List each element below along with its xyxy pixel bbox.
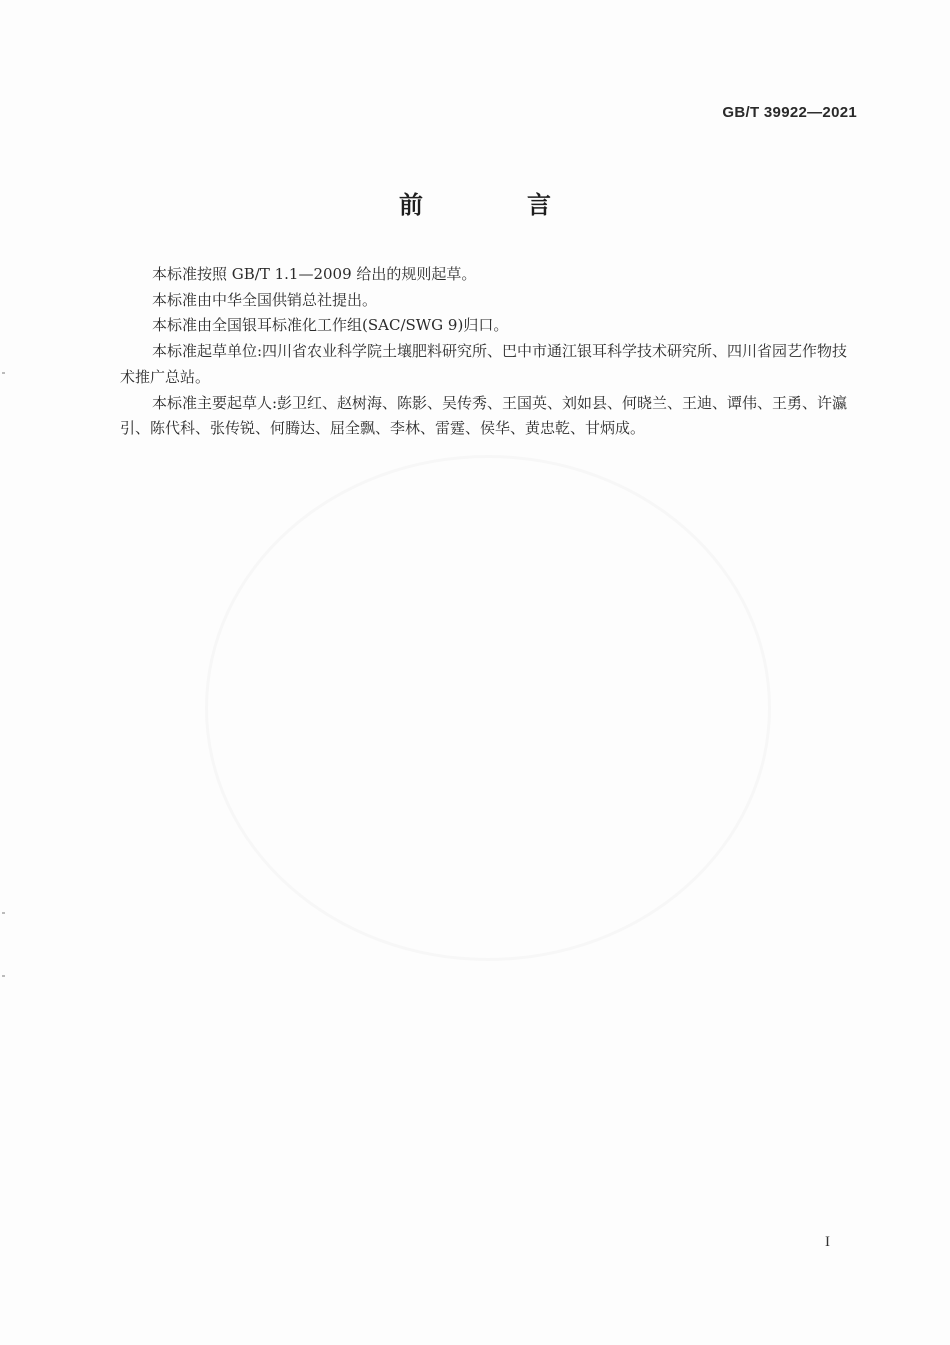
watermark-seal <box>205 455 771 961</box>
page-number: I <box>825 1234 830 1250</box>
standard-code: GB/T 39922—2021 <box>722 104 857 121</box>
paragraph-proposer: 本标准由中华全国供销总社提出。 <box>152 290 378 309</box>
paragraph-drafters: 本标准主要起草人:彭卫红、赵树海、陈影、吴传秀、王国英、刘如县、何晓兰、王迪、谭伟、王勇、许瀛引、陈代科、张传锐、何腾达、屈全飘、李林、雷霆、侯华、黄忠乾、甘炳成。 <box>120 393 848 438</box>
paragraph-responsible-committee: 本标准由全国银耳标准化工作组(SAC/SWG 9)归口。 <box>152 316 509 335</box>
paragraph-drafting-units: 本标准起草单位:四川省农业科学院土壤肥料研究所、巴中市通江银耳科学技术研究所、四川省园艺作物技术推广总站。 <box>120 342 848 386</box>
scan-edge-mark <box>2 975 5 977</box>
paragraph-drafting-rules: 本标准按照 GB/T 1.1—2009 给出的规则起草。 <box>152 265 477 283</box>
scan-edge-mark <box>2 912 5 914</box>
scan-edge-mark <box>2 372 5 374</box>
page-title: 前 言 <box>399 191 591 219</box>
foreword-body <box>120 262 860 442</box>
